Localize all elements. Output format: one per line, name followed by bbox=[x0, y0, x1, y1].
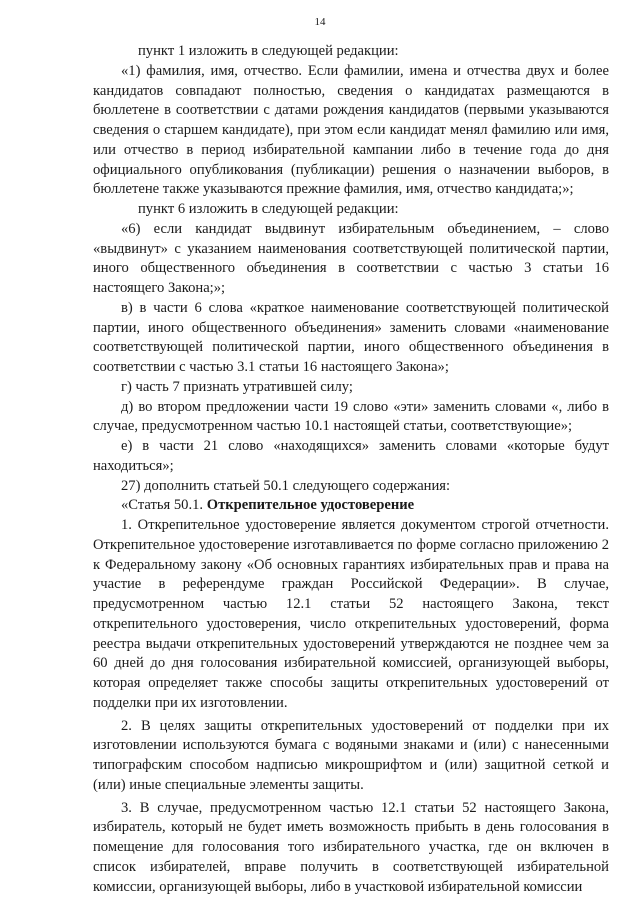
article-paragraph-3: 3. В случае, предусмотренном частью 12.1 статьи 52 настоящего Закона, избиратель, который не будет иметь возможность прибыть в день голосования в помещение для голосования того избирательного участка, где он включен в список избирателей, вправе получить в соответствующей избирательной комиссии, организующей выборы, либо в участковой избирательной комиссии bbox=[93, 799, 609, 895]
paragraph-item-d: д) во втором предложении части 19 слово «эти» заменить словами «, либо в случае, предусмотренном частью 10.1 настоящей статьи, соответствующие»; bbox=[93, 398, 609, 435]
paragraph-item-v: в) в части 6 слова «краткое наименование соответствующей политической партии, иного общественного объединения» заменить словами «наименование соответствующей политической партии, иного общественного объединения в соответствии с частью 3.1 статьи 16 настоящего Закона»; bbox=[93, 299, 609, 375]
page-number: 14 bbox=[314, 16, 326, 28]
article-heading-title: Открепительное удостоверение bbox=[206, 497, 415, 514]
paragraph-point-6-text: «6) если кандидат выдвинут избирательным объединением, – слово «выдвинут» с указанием наименования соответствующей политической партии, иного общественного объединения в соответствии с частью 3 статьи 16 настоящего Закона;»; bbox=[93, 220, 609, 296]
paragraph-item-27: 27) дополнить статьей 50.1 следующего содержания: bbox=[121, 477, 451, 494]
document-body bbox=[93, 42, 609, 897]
paragraph-item-e: е) в части 21 слово «находящихся» заменить словами «которые будут находиться»; bbox=[93, 438, 609, 474]
article-paragraph-1: 1. Открепительное удостоверение является документом строгой отчетности. Открепительное удостоверение изготавливается по форме согласно приложению 2 к Федеральному закону «Об основных гарантиях избирательных прав и права на участие в референдуме граждан Российской Федерации». В случае, предусмотренном частью 12.1 статьи 52 настоящего Закона, текст открепительного удостоверения, число открепительных удостоверений, форма реестра выдачи открепительных удостоверений утверждаются не позднее чем за 60 дней до дня голосования избирательной комиссией, организующей выборы, которая определяет также способы защиты открепительных удостоверений от подделки при их изготовлении. bbox=[93, 517, 609, 711]
paragraph-point-1-intro: пункт 1 изложить в следующей редакции: bbox=[138, 43, 399, 59]
paragraph-point-6-intro: пункт 6 изложить в следующей редакции: bbox=[138, 201, 399, 217]
article-heading bbox=[93, 496, 609, 516]
paragraph-point-1-text: «1) фамилия, имя, отчество. Если фамилии, имена и отчества двух и более кандидатов совпадают полностью, сведения о кандидатах размещаются в бюллетене в соответствии с датами рождения кандидатов (первыми указываются сведения о старшем кандидате), при этом если кандидат менял фамилию или имя, или отчество в период избирательной кампании либо в течение года до дня официального опубликования (публикации) решения о назначении выборов, в бюллетене также указываются прежние фамилия, имя, отчество кандидата;»; bbox=[93, 62, 609, 198]
paragraph-item-g: г) часть 7 признать утратившей силу; bbox=[121, 378, 353, 395]
article-heading-prefix: «Статья 50.1. bbox=[121, 497, 207, 514]
article-paragraph-2: 2. В целях защиты открепительных удостоверений от подделки при их изготовлении используются бумага с водяными знаками и (или) с нанесенными типографским способом надписью микрошрифтом и (или) защитной сеткой и (или) иные специальные элементы защиты. bbox=[93, 717, 609, 793]
